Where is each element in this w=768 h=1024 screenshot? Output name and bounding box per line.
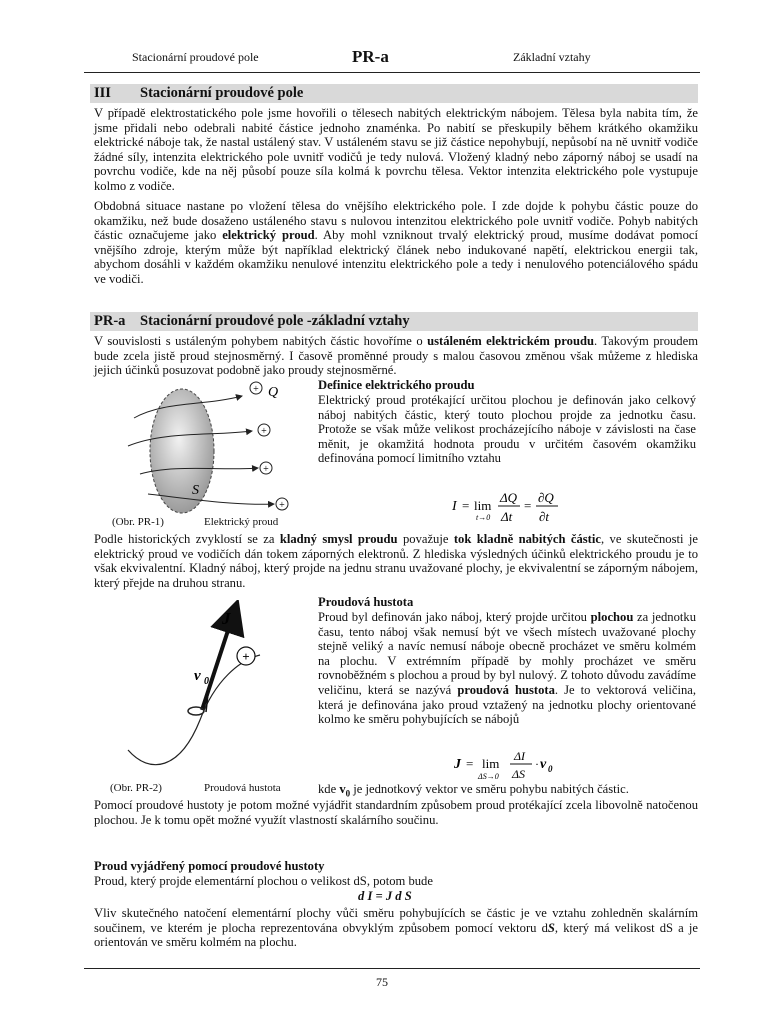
charge-icon — [258, 424, 270, 437]
section-heading-2 — [90, 312, 698, 331]
svg-text:·: · — [535, 757, 539, 771]
eq-symbol: lim — [482, 756, 500, 771]
eq-symbol: Δt — [501, 509, 513, 524]
svg-text:=: = — [462, 498, 470, 513]
header-rule — [84, 72, 700, 73]
subsection-title: Proud vyjádřený pomocí proudové hustoty — [94, 859, 325, 873]
label-v0-sub: 0 — [204, 676, 209, 687]
term-positive-flow: tok kladně nabitých částic — [453, 532, 601, 546]
header-right: Základní vztahy — [513, 50, 591, 64]
eq-symbol: ∂Q — [538, 490, 554, 505]
paragraph-density-usage: Pomocí proudové hustoty je potom možné vyjádřit standardním způsobem proud protékající zcela libovolně natočenou plochou. Je k tomu opět možné využít vlastností skalárního součinu. — [94, 798, 698, 827]
vector-symbol: S — [547, 920, 555, 935]
paragraph-direction — [94, 532, 698, 590]
density-title: Proudová hustota — [318, 595, 414, 609]
paragraph-scalar-product — [94, 906, 698, 950]
eq-symbol: ΔS — [512, 767, 526, 781]
eq-symbol: ΔS→0 — [478, 772, 499, 781]
vector-subscript: 0 — [345, 788, 351, 799]
svg-text:+: + — [261, 426, 267, 437]
eq-symbol: ΔQ — [500, 490, 518, 505]
label-q: Q — [268, 385, 279, 400]
section-number: PR-a — [94, 313, 126, 329]
figure-current-density — [110, 600, 310, 780]
term-electric-current: elektrický proud — [222, 228, 315, 243]
charge-icon — [237, 647, 255, 665]
text: . Takovým proudem bude zcela jistě proud stejnosměrný. I časově proměnné proudy s malou časovou změnou však můžeme z hlediska jejich účinků posuzovat podobně jako proudy stejnosměrné. — [94, 334, 698, 378]
label-v0: v — [194, 668, 201, 684]
paragraph-intro: V případě elektrostatického pole jsme hovořili o tělesech nabitých elektrickým nábojem. Tělesa byla nabita tím, že jsme přidali nebo odebrali nabité částice jednoho znaménka. Po nabití se přeskupily během krátkého okamžiku elektrické náboje tak, že nastal ustálený stav. V ustáleném stavu se již částice nepohybují, nepůsobí na ně uvnitř vodiče žádné síly, intenzita elektrického pole uvnitř vodičů je tedy nulová. Vložený kladný nebo záporný náboj se usadí na povrchu vodiče, kde na něj působí pouze síla kolmá k povrchu tělesa. Vektor intenzita elektrického pole vystupuje kolmo z vodiče. — [94, 106, 698, 193]
svg-text:=: = — [466, 756, 474, 771]
svg-text:+: + — [253, 384, 259, 395]
term-steady-current: ustáleném elektrickém proudu — [427, 334, 594, 348]
figure-electric-current — [104, 376, 304, 516]
text: kde — [318, 782, 340, 796]
density-text — [318, 610, 696, 727]
fig2-caption-text: Proudová hustota — [204, 782, 281, 794]
text: . Je to vektorová veličina, která je definována jako proud vztažený na jednotku plochy orientované kolmo ke směru pohybujících se nábojů — [318, 682, 696, 727]
text: Obdobná situace nastane po vložení tělesa do vnějšího elektrického pole. I zde dojde k pohybu částic pouze do okamžiku, než bude dosaženo ustáleného stavu s nulovou intenzitou elektrického pole uvnitř vodiče. Pohyb nabitých částic označujeme jako — [94, 199, 698, 243]
text: Podle historických zvyklostí se za — [94, 532, 280, 546]
fig1-caption-text: Elektrický proud — [204, 516, 279, 528]
text: , který má velikost dS a je orientován ve směru kolmém na plochu. — [94, 920, 698, 950]
section-title: Stacionární proudové pole — [140, 85, 304, 101]
eq-symbol: I — [452, 499, 457, 514]
text: Vliv skutečného natočení elementární plochy vůči směru pohybujících se částic je ve vztahu zohledněn skalárním součinem, ve kterém je plocha reprezentována obvyklým způsobem pomocí vektoru d — [94, 906, 698, 935]
eq-symbol: ∂t — [539, 509, 550, 524]
eq-symbol: v — [540, 757, 547, 772]
eq-symbol: t→0 — [476, 513, 491, 522]
eq-symbol: 0 — [548, 764, 553, 774]
charge-icon — [260, 462, 272, 475]
text: za jednotku času, tento náboj však nemusí být ve všech místech uvažované plochy stejně veliký a navíc nemusí náboje obecně procházet ve směru kolmém na plochu. V extrémním případě by mohly procházet ve směru rovnoběžném s plochou a proud by byl nulový. Z tohoto důvodu zavádíme veličinu, která se nazývá — [318, 610, 696, 697]
vector-symbol: v — [339, 782, 346, 796]
equation-di: d I = J d S — [358, 889, 412, 903]
eq-symbol: ΔI — [514, 749, 526, 763]
svg-text:+: + — [263, 464, 269, 475]
section-heading-1 — [90, 84, 698, 103]
equation-current-density — [452, 748, 562, 784]
text: , ve skutečnosti je elektrický proud ve vodičích dán tokem záporných elektronů. Z hlediska výsledných účinků elektrického proudu je to však ekvivalentní. Kladný náboj, který projde na jednu stranu uvažované plochy, je ekvivalentní se záporným nábojem, který přejde na druhou stranu. — [94, 532, 698, 590]
footer-rule — [84, 968, 700, 969]
subsection-line: Proud, který projde elementární plochou o velikost dS, potom bude — [94, 874, 433, 888]
svg-text:+: + — [242, 649, 250, 664]
label-j: J — [222, 609, 231, 628]
surface-element — [188, 707, 204, 715]
eq-symbol: J — [454, 757, 461, 772]
section-title: Stacionární proudové pole -základní vztahy — [140, 313, 410, 329]
charge-icon — [276, 498, 288, 511]
eq-symbol: lim — [474, 498, 492, 513]
vector-j — [202, 606, 236, 710]
text: považuje — [397, 532, 454, 546]
text: je jednotkový vektor ve směru pohybu nabitých částic. — [350, 782, 629, 796]
text: . Aby mohl vzniknout trvalý elektrický proud, musíme dodávat pomocí vnějšího zdroje, kterým může být například elektrický článek nebo indukované napětí, elektrickou energii tak, abychom dosáhli v každém okamžiku nenulové intenzitu elektrického pole a tedy i nenulového potenciálového spádu ve vodiči. — [94, 228, 698, 286]
label-s: S — [192, 483, 199, 498]
fig2-caption-number: (Obr. PR-2) — [110, 782, 162, 794]
text: V souvislosti s ustáleným pohybem nabitých částic hovoříme o — [94, 334, 428, 348]
surface-s — [150, 389, 214, 513]
page-number: 75 — [376, 975, 388, 989]
equation-current-limit — [450, 488, 570, 528]
section-number: III — [94, 85, 111, 101]
definition-title: Definice elektrického proudu — [318, 378, 475, 392]
header-center: PR-a — [352, 47, 389, 66]
term-positive-sense: kladný smysl proudu — [279, 532, 398, 546]
definition-text: Elektrický proud protékající určitou plochou je definován jako celkový náboj nabitých částic, který touto plochou projde za jednotku času. Protože se však může velikost procházejícího náboje v závislosti na čase měnit, je okamžitá hodnota proudu v určitém časovém okamžiku definována pomocí limitního vztahu — [318, 393, 696, 466]
svg-text:=: = — [524, 498, 532, 513]
paragraph-current — [94, 199, 698, 287]
term-current-density: proudová hustota — [457, 682, 555, 697]
fig1-caption-number: (Obr. PR-1) — [112, 516, 164, 528]
svg-text:+: + — [279, 500, 285, 511]
text: Proud byl definován jako náboj, který projde určitou — [318, 610, 591, 624]
header-left: Stacionární proudové pole — [132, 50, 259, 64]
charge-icon — [250, 382, 262, 395]
term-surface: plochou — [590, 610, 634, 624]
paragraph-steady-current — [94, 334, 698, 378]
